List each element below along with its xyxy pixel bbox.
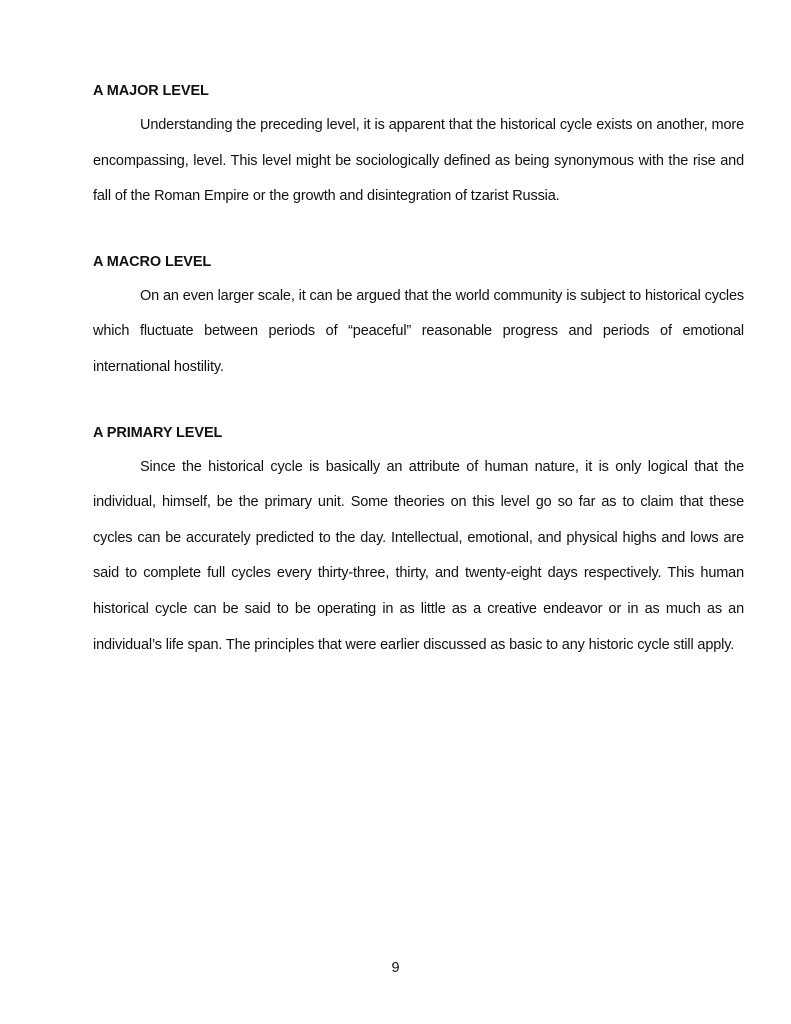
section-macro-level <box>93 251 744 386</box>
section-heading: A MAJOR LEVEL <box>93 83 209 99</box>
section-major-level <box>93 80 744 215</box>
section-paragraph: Since the historical cycle is basically an attribute of human nature, it is only logical that the individual, himself, be the primary unit. Some theories on this level go so far as to claim that these cycles can be accurately predicted to the day. Intellectual, emotional, and physical highs and lows are said to complete full cycles every thirty-three, thirty, and twenty-eight days respectively. This human historical cycle can be said to be operating in as little as a creative endeavor or in as much as an individual’s life span. The principles that were earlier discussed as basic to any historic cycle still apply. <box>93 458 744 653</box>
section-paragraph: Understanding the preceding level, it is apparent that the historical cycle exists on another, more encompassing, level. This level might be sociologically defined as being synonymous with the rise and fall of the Roman Empire or the growth and disintegration of tzarist Russia. <box>93 117 744 205</box>
page-body <box>93 80 744 663</box>
section-heading: A MACRO LEVEL <box>93 253 212 270</box>
section-primary-level <box>93 422 744 664</box>
section-paragraph: On an even larger scale, it can be argued that the world community is subject to historical cycles which fluctuate between periods of “peaceful” reasonable progress and periods of emotional international hostility. <box>93 287 744 375</box>
section-heading: A PRIMARY LEVEL <box>93 424 223 441</box>
page-number: 9 <box>391 960 400 976</box>
